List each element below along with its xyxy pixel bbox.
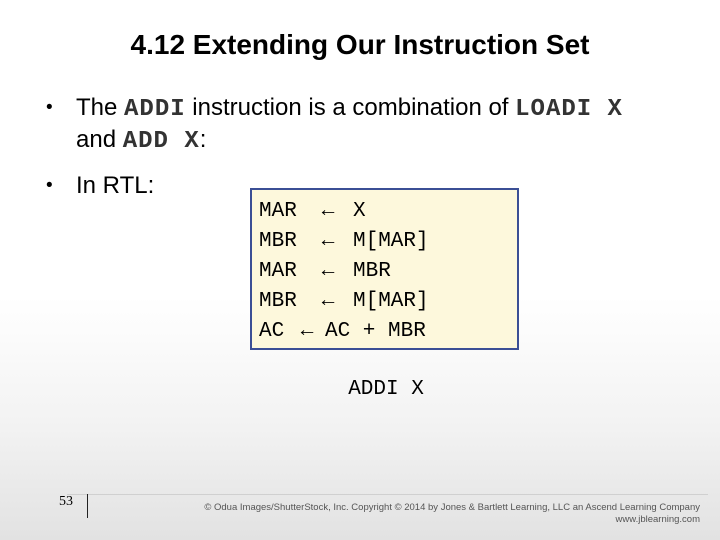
rtl-line <box>259 287 429 317</box>
bullet-text: and <box>76 126 123 153</box>
bullet-in-rtl <box>46 170 246 202</box>
bullet-text: instruction is a combination of <box>185 94 516 121</box>
copyright-notice <box>204 502 700 526</box>
bullet-addi-description <box>46 92 686 156</box>
rtl-lhs: MAR <box>259 200 297 223</box>
caption-addi-x: ADDI X <box>348 378 424 401</box>
rtl-rhs: M[MAR] <box>353 230 429 253</box>
copyright-line: © Odua Images/ShutterStock, Inc. Copyright © 2014 by Jones & Bartlett Learning, LLC an Ascend Learning Company <box>204 502 700 513</box>
rtl-code-box <box>250 188 519 350</box>
rtl-line <box>259 317 426 347</box>
page-number: 53 <box>59 494 73 509</box>
code-loadi-x: LOADI X <box>515 96 623 123</box>
left-arrow-icon: ← <box>321 230 335 253</box>
bullet-text: The <box>76 94 125 121</box>
rtl-line <box>259 257 391 287</box>
rtl-line <box>259 227 429 257</box>
left-arrow-icon: ← <box>321 200 335 223</box>
page-number-divider <box>87 494 88 518</box>
rtl-rhs: M[MAR] <box>353 290 429 313</box>
slide-title: 4.12 Extending Our Instruction Set <box>130 29 590 60</box>
bullet-text: : <box>199 126 207 153</box>
code-add-x: ADD X <box>122 128 200 155</box>
bullet-text: In RTL: <box>76 172 155 199</box>
left-arrow-icon: ← <box>321 260 335 283</box>
rtl-lhs: AC <box>259 320 285 343</box>
rtl-line <box>259 197 366 227</box>
bullet-line-1 <box>76 92 623 126</box>
rtl-rhs: MBR <box>353 260 391 283</box>
publisher-url: www.jblearning.com <box>615 514 700 525</box>
left-arrow-icon: ← <box>321 290 335 313</box>
rtl-lhs: MBR <box>259 290 297 313</box>
rtl-lhs: MAR <box>259 260 297 283</box>
rtl-lhs: MBR <box>259 230 297 253</box>
footer-divider <box>67 494 708 495</box>
rtl-rhs: AC + MBR <box>325 320 426 343</box>
bullet-dot: • <box>46 97 53 118</box>
rtl-rhs: X <box>353 200 366 223</box>
left-arrow-icon: ← <box>300 320 314 343</box>
code-addi: ADDI <box>124 96 186 123</box>
bullet-line-2 <box>76 124 206 158</box>
bullet-dot: • <box>46 175 53 196</box>
